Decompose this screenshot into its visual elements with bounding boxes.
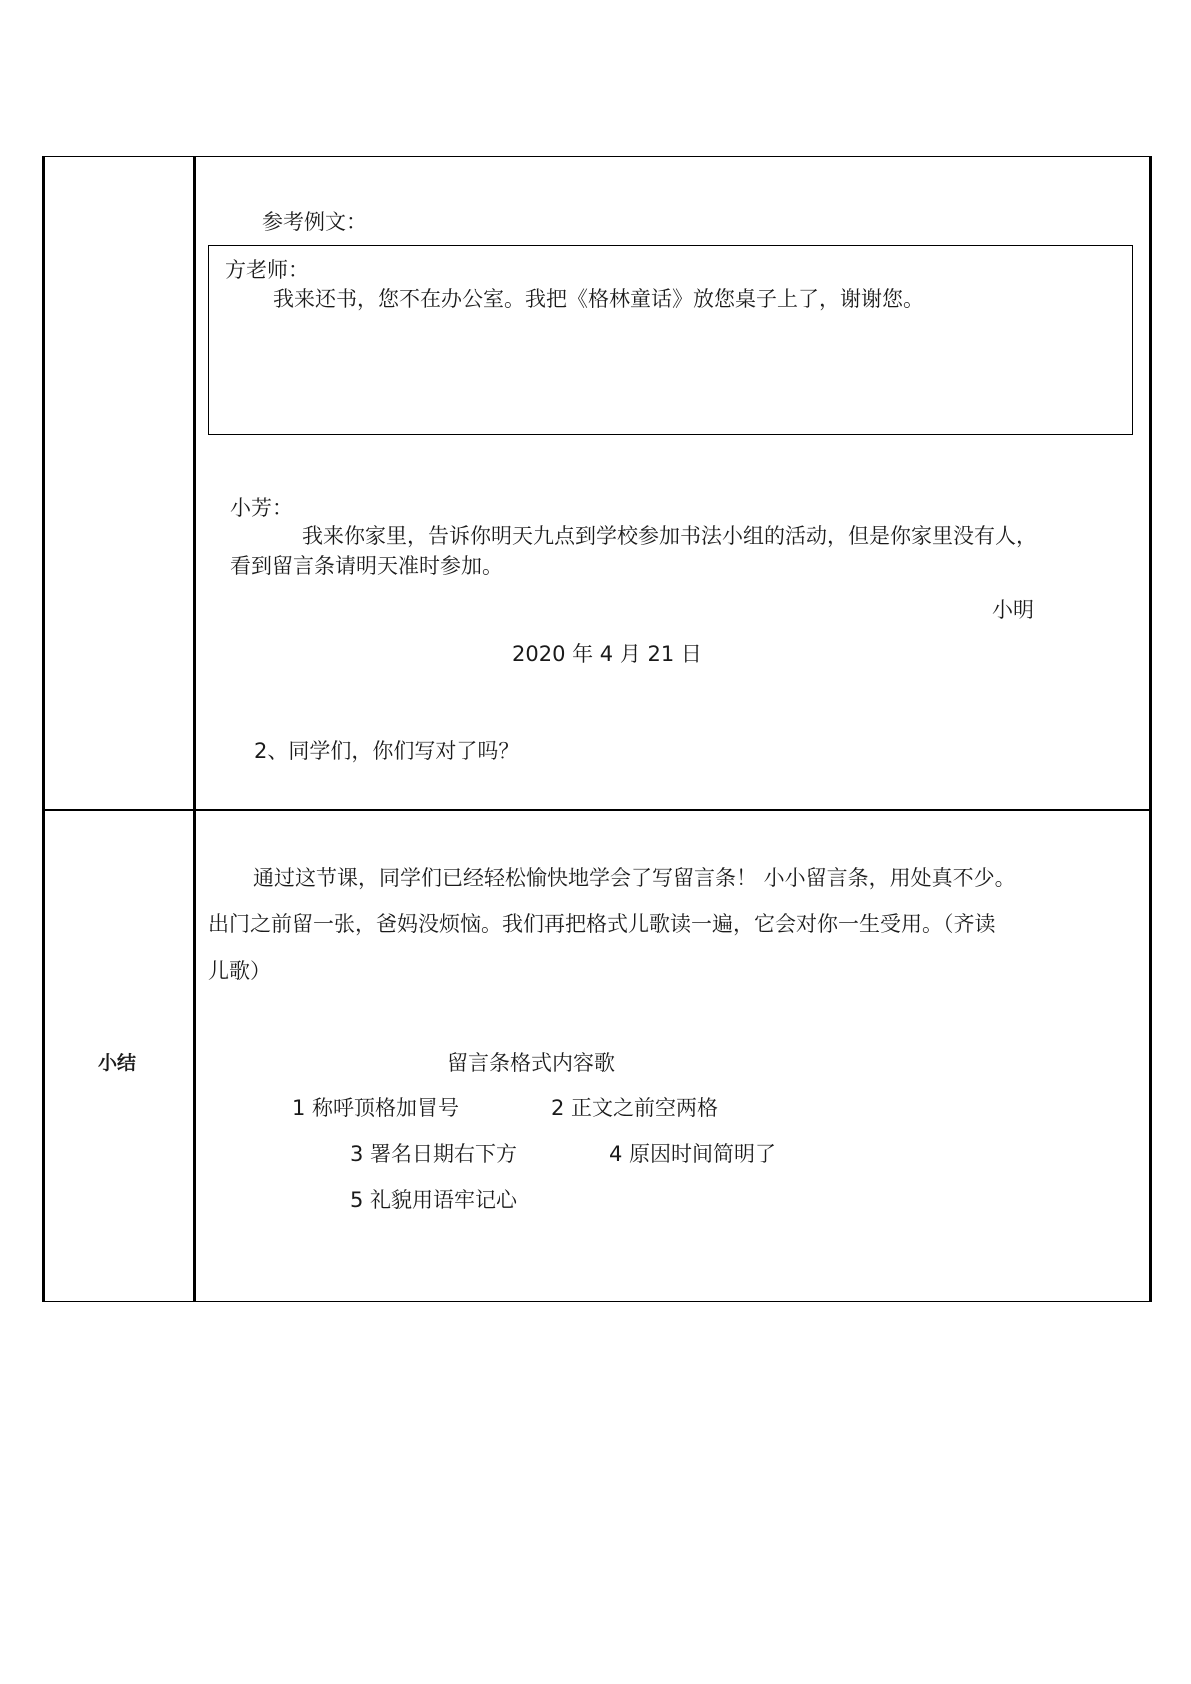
reference-heading: 参考例文： xyxy=(262,210,367,234)
example2-body-line1: 我来你家里，告诉你明天九点到学校参加书法小组的活动，但是你家里没有人， xyxy=(302,524,1037,548)
row-divider xyxy=(45,809,1149,811)
song-item-1: 1 称呼顶格加冒号 xyxy=(292,1096,460,1120)
summary-paragraph-line3: 儿歌） xyxy=(208,959,271,983)
example2-signature: 小明 xyxy=(992,598,1034,622)
example1-salutation: 方老师： xyxy=(225,258,309,282)
song-title: 留言条格式内容歌 xyxy=(447,1051,615,1075)
song-item-4: 4 原因时间简明了 xyxy=(609,1142,777,1166)
example2-date: 2020 年 4 月 21 日 xyxy=(512,642,702,666)
example2-salutation: 小芳： xyxy=(230,496,293,520)
song-item-3: 3 署名日期右下方 xyxy=(350,1142,518,1166)
song-item-2: 2 正文之前空两格 xyxy=(551,1096,719,1120)
question-text: 2、同学们，你们写对了吗？ xyxy=(254,739,520,763)
example1-body: 我来还书，您不在办公室。我把《格林童话》放您桌子上了，谢谢您。 xyxy=(273,287,924,311)
column-divider xyxy=(193,157,196,1301)
summary-paragraph-line2: 出门之前留一张，爸妈没烦恼。我们再把格式儿歌读一遍，它会对你一生受用。（齐读 xyxy=(208,912,996,936)
song-item-5: 5 礼貌用语牢记心 xyxy=(350,1188,518,1212)
example-note-box xyxy=(208,245,1133,435)
summary-paragraph-line1: 通过这节课，同学们已经轻松愉快地学会了写留言条！ 小小留言条，用处真不少。 xyxy=(253,866,1016,890)
example2-body-line2: 看到留言条请明天准时参加。 xyxy=(230,554,503,578)
summary-label: 小结 xyxy=(98,1052,137,1074)
